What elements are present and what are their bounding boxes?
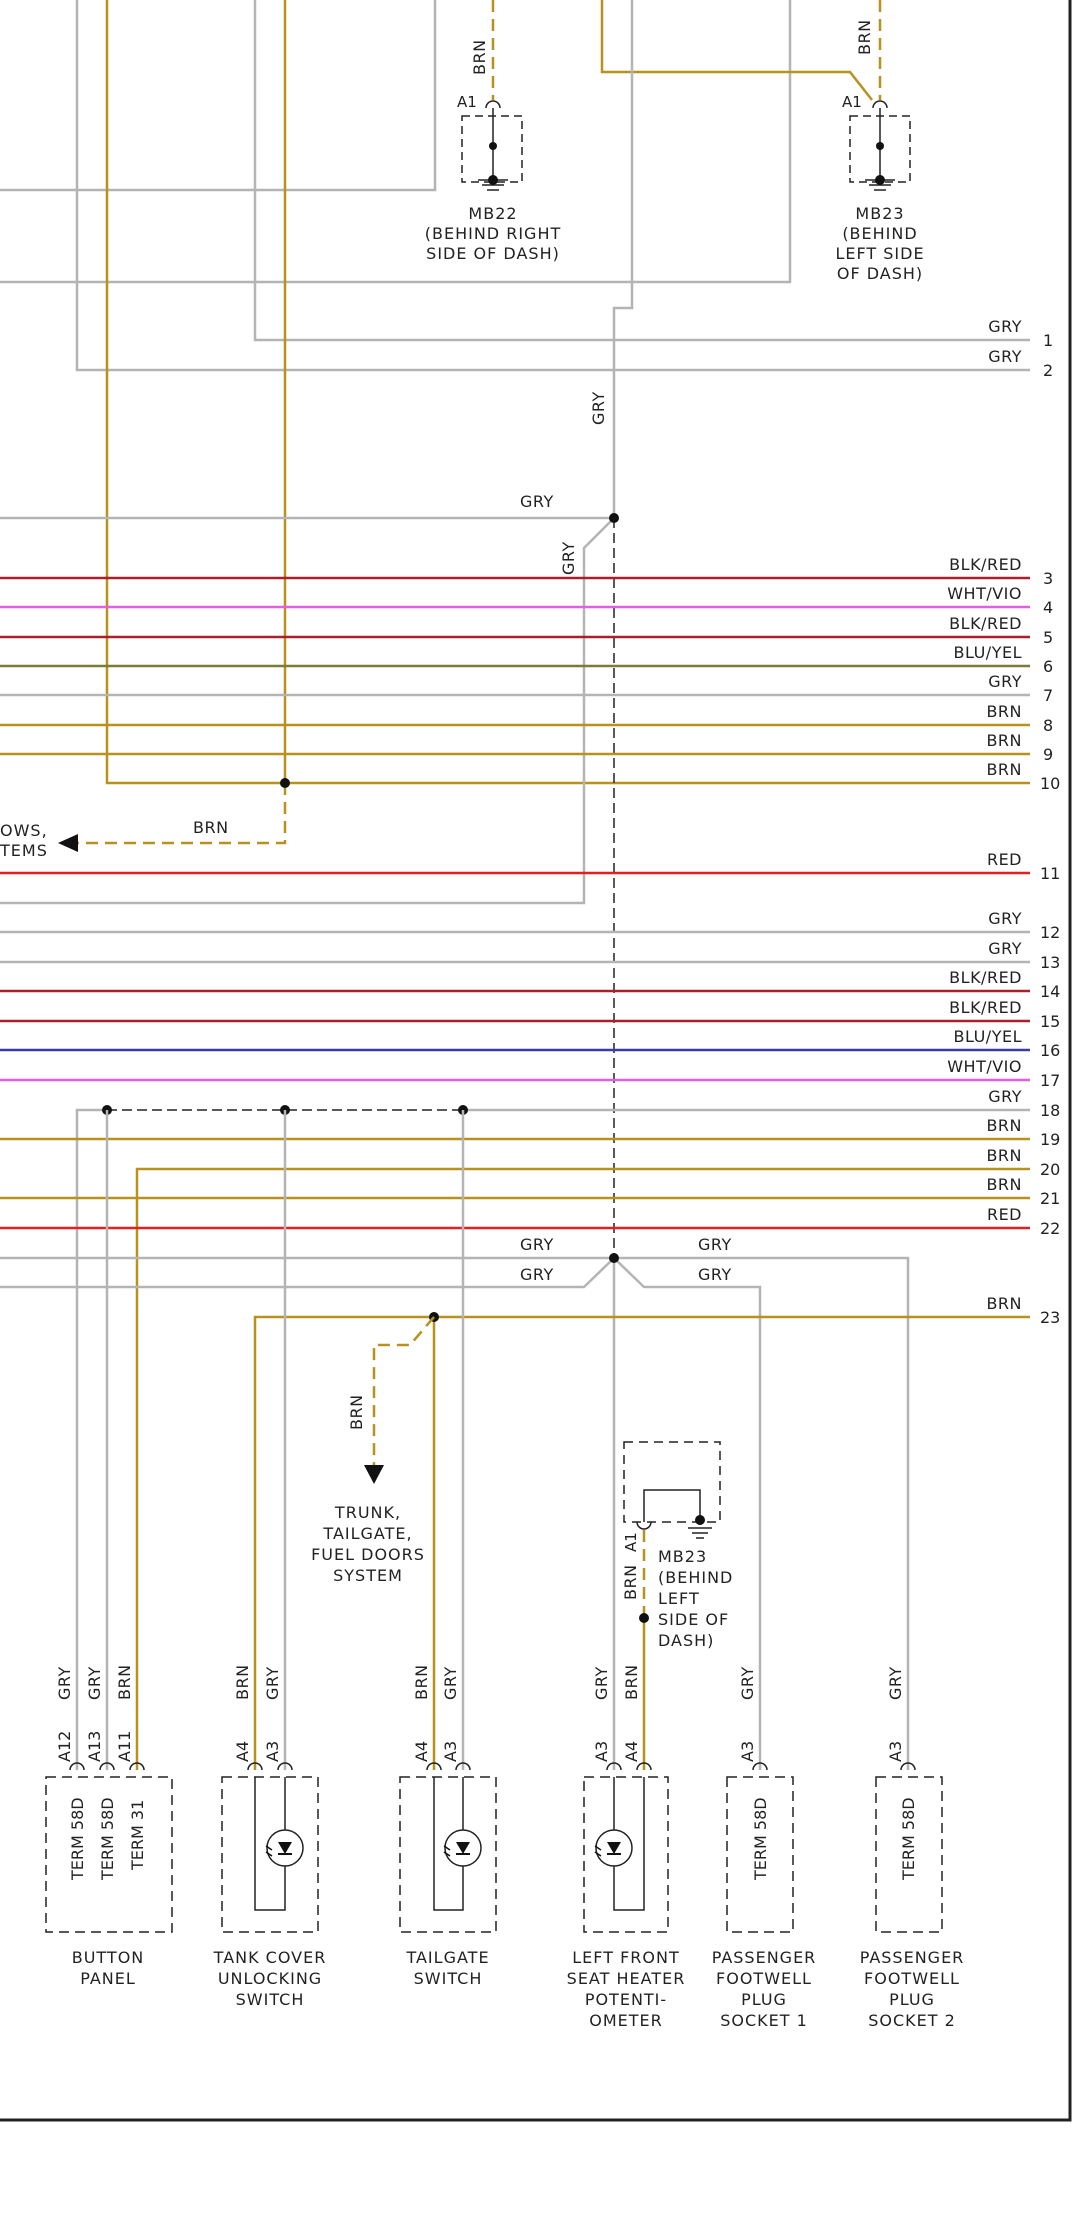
row-number-2: 2 — [1043, 361, 1054, 380]
label-gry-j-r2: GRY — [698, 1265, 732, 1284]
label-row-3: BLK/RED — [949, 555, 1022, 574]
mb23-mid-caption-5: DASH) — [658, 1631, 715, 1650]
label-row-9: BRN — [986, 731, 1022, 750]
row-number-7: 7 — [1043, 686, 1054, 705]
mb23-mid-caption-3: LEFT — [658, 1589, 700, 1608]
mb22-caption-3: SIDE OF DASH) — [426, 244, 560, 263]
label-gry-j-r1: GRY — [698, 1235, 732, 1254]
row-number-1: 1 — [1043, 331, 1054, 350]
mb23-mid-caption-4: SIDE OF — [658, 1610, 730, 1629]
pin-lf-a3: A3 — [592, 1740, 611, 1762]
wire-gray-top-b — [0, 0, 790, 282]
label-row-23: BRN — [986, 1294, 1022, 1313]
label-mb22-brn: BRN — [470, 39, 489, 75]
left-front-caption-1: LEFT FRONT — [572, 1948, 680, 1967]
label-row-12: GRY — [988, 909, 1022, 928]
mb23-top-ground — [850, 101, 910, 190]
row-number-10: 10 — [1040, 774, 1061, 793]
label-h-gry1: GRY — [520, 492, 554, 511]
term-bp-1: TERM 58D — [68, 1797, 87, 1880]
tailgate-caption-1: TAILGATE — [406, 1948, 490, 1967]
label-row-4: WHT/VIO — [947, 584, 1022, 603]
wire-gray-to-junction-a — [614, 0, 632, 518]
pin-mb23b-a1: A1 — [622, 1532, 640, 1552]
row-number-14: 14 — [1040, 982, 1061, 1001]
row-number-9: 9 — [1043, 745, 1054, 764]
row-number-21: 21 — [1040, 1189, 1061, 1208]
label-p2-w: GRY — [886, 1666, 905, 1700]
label-row-13: GRY — [988, 939, 1022, 958]
wire-gray-top-a — [0, 0, 435, 190]
label-row-7: GRY — [988, 672, 1022, 691]
wire-brn-trunk-dash — [374, 1317, 434, 1465]
label-lf-w1: GRY — [592, 1666, 611, 1700]
row-number-17: 17 — [1040, 1071, 1061, 1090]
label-gry-j-l1: GRY — [520, 1235, 554, 1254]
label-row-14: BLK/RED — [949, 968, 1022, 987]
junction-dot-8 — [639, 1613, 649, 1623]
pin-lf-a4: A4 — [622, 1740, 641, 1762]
left-front-caption-2: SEAT HEATER — [566, 1969, 686, 1988]
passenger-2-caption-4: SOCKET 2 — [868, 2011, 956, 2030]
label-row-16: BLU/YEL — [953, 1027, 1022, 1046]
offpage-arrow-icon — [58, 834, 78, 852]
wire-row-1 — [255, 0, 1030, 340]
passenger-1-caption-1: PASSENGER — [711, 1948, 817, 1967]
mb22-ground — [462, 101, 522, 190]
row-number-12: 12 — [1040, 923, 1061, 942]
row-number-11: 11 — [1040, 864, 1061, 883]
trunk-caption-3: FUEL DOORS — [311, 1545, 425, 1564]
label-brn-trunk: BRN — [347, 1394, 366, 1430]
pin-tc-a4: A4 — [233, 1740, 252, 1762]
trunk-caption-2: TAILGATE, — [323, 1524, 413, 1543]
row-number-23: 23 — [1040, 1308, 1061, 1327]
passenger-1-caption-3: PLUG — [741, 1990, 787, 2009]
term-bp-2: TERM 58D — [98, 1797, 117, 1880]
row-number-3: 3 — [1043, 569, 1054, 588]
row-number-20: 20 — [1040, 1160, 1061, 1179]
passenger-1-caption-2: FOOTWELL — [716, 1969, 812, 1988]
junction-dot-6 — [609, 1253, 619, 1263]
label-p1-w: GRY — [738, 1666, 757, 1700]
left-front-led-icon — [595, 1830, 632, 1866]
mb23-top-caption-3: LEFT SIDE — [835, 244, 925, 263]
pin-tg-a4: A4 — [412, 1740, 431, 1762]
label-row-19: BRN — [986, 1116, 1022, 1135]
pin-bp-a11: A11 — [115, 1730, 134, 1762]
tailgate-led-icon — [444, 1830, 481, 1866]
mb22-caption-1: MB22 — [468, 204, 518, 223]
mb23-mid-ground — [624, 1442, 720, 1538]
label-bp-w1: GRY — [55, 1666, 74, 1700]
label-gry-j-l2: GRY — [520, 1265, 554, 1284]
junction-dot-2 — [280, 778, 290, 788]
wire-gray-junction-down — [0, 518, 614, 903]
label-lf-w2: BRN — [622, 1664, 641, 1700]
mb23-top-caption-4: OF DASH) — [836, 264, 924, 283]
row-number-6: 6 — [1043, 657, 1054, 676]
tank-cover-led-icon — [266, 1830, 303, 1866]
mb23-top-caption-1: MB23 — [855, 204, 905, 223]
offpage-text-2: TEMS — [0, 841, 48, 860]
row-number-5: 5 — [1043, 628, 1054, 647]
tank-cover-caption-2: UNLOCKING — [217, 1969, 323, 1988]
label-tc-w1: BRN — [233, 1664, 252, 1700]
row-number-4: 4 — [1043, 598, 1054, 617]
term-p1: TERM 58D — [751, 1797, 770, 1880]
label-tc-w2: GRY — [263, 1666, 282, 1700]
trunk-arrow-icon — [364, 1465, 384, 1484]
mb22-caption-2: (BEHIND RIGHT — [424, 224, 562, 243]
wire-row-23 — [255, 1317, 1030, 1770]
term-p2: TERM 58D — [899, 1797, 918, 1880]
pin-bp-a13: A13 — [85, 1730, 104, 1762]
label-row-15: BLK/RED — [949, 998, 1022, 1017]
label-row-8: BRN — [986, 702, 1022, 721]
pin-p2-a3: A3 — [886, 1740, 905, 1762]
row-number-15: 15 — [1040, 1012, 1061, 1031]
row-number-16: 16 — [1040, 1041, 1061, 1060]
button-panel-caption-1: BUTTON — [71, 1948, 145, 1967]
label-row-21: BRN — [986, 1175, 1022, 1194]
connector-arcs — [70, 1763, 915, 1770]
label-row-2: GRY — [988, 347, 1022, 366]
pin-p1-a3: A3 — [738, 1740, 757, 1762]
label-row-1: GRY — [988, 317, 1022, 336]
tank-cover-caption-3: SWITCH — [235, 1990, 305, 2009]
label-row-10: BRN — [986, 760, 1022, 779]
label-row-22: RED — [986, 1205, 1022, 1224]
row-number-22: 22 — [1040, 1219, 1061, 1238]
label-row-18: GRY — [988, 1087, 1022, 1106]
pin-mb23-a1: A1 — [842, 93, 862, 111]
label-bp-w2: GRY — [85, 1666, 104, 1700]
label-row-20: BRN — [986, 1146, 1022, 1165]
label-mb23-brn: BRN — [855, 19, 874, 55]
tailgate-caption-2: SWITCH — [413, 1969, 483, 1988]
label-row-6: BLU/YEL — [953, 643, 1022, 662]
passenger-2-caption-1: PASSENGER — [859, 1948, 965, 1967]
label-tg-w2: GRY — [441, 1666, 460, 1700]
mb23-top-caption-2: (BEHIND — [842, 224, 918, 243]
label-row-11: RED — [986, 850, 1022, 869]
label-row-17: WHT/VIO — [947, 1057, 1022, 1076]
passenger-2-caption-2: FOOTWELL — [864, 1969, 960, 1988]
wire-brn-mb23 — [602, 0, 872, 100]
left-front-caption-4: OMETER — [589, 2011, 663, 2030]
row-number-18: 18 — [1040, 1101, 1061, 1120]
row-number-13: 13 — [1040, 953, 1061, 972]
label-v-gry2: GRY — [559, 541, 578, 575]
left-front-caption-3: POTENTI- — [584, 1990, 668, 2009]
label-row-5: BLK/RED — [949, 614, 1022, 633]
tank-cover-caption-1: TANK COVER — [213, 1948, 327, 1967]
label-tg-w1: BRN — [412, 1664, 431, 1700]
junction-dot-1 — [609, 513, 619, 523]
mb23-mid-caption-2: (BEHIND — [658, 1568, 734, 1587]
row-number-19: 19 — [1040, 1130, 1061, 1149]
mb23-mid-caption-1: MB23 — [658, 1547, 708, 1566]
label-bp-w3: BRN — [115, 1664, 134, 1700]
passenger-1-caption-4: SOCKET 1 — [720, 2011, 808, 2030]
button-panel-caption-2: PANEL — [80, 1969, 136, 1988]
row-number-8: 8 — [1043, 716, 1054, 735]
pin-tg-a3: A3 — [441, 1740, 460, 1762]
term-bp-3: TERM 31 — [128, 1799, 147, 1870]
pin-mb22-a1: A1 — [457, 93, 477, 111]
wire-brn-offpage — [70, 783, 285, 843]
passenger-2-caption-3: PLUG — [889, 1990, 935, 2009]
trunk-caption-4: SYSTEM — [333, 1566, 403, 1585]
label-v-gry1: GRY — [589, 391, 608, 425]
offpage-text-1: OWS, — [0, 821, 48, 840]
label-brn-left: BRN — [193, 818, 229, 837]
trunk-caption-1: TRUNK, — [334, 1503, 402, 1522]
label-mb23b-brn: BRN — [621, 1564, 640, 1600]
pin-bp-a12: A12 — [55, 1730, 74, 1762]
pin-tc-a3: A3 — [263, 1740, 282, 1762]
